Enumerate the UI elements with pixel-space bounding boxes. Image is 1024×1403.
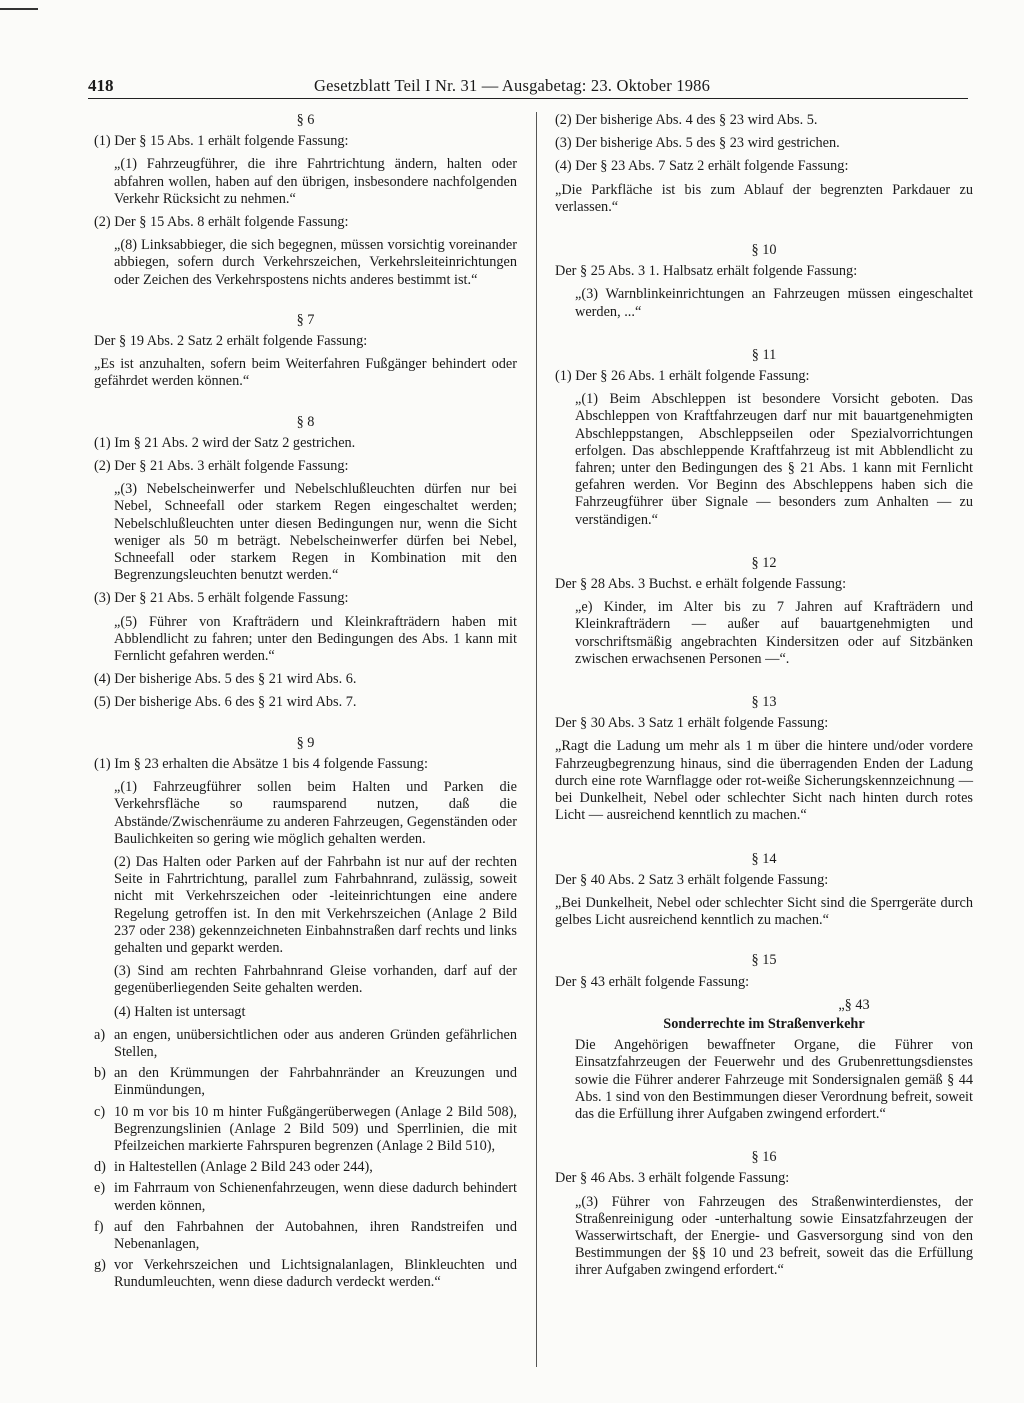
- page-number: 418: [88, 76, 114, 95]
- paragraph: Der § 43 erhält folgende Fassung:: [555, 973, 750, 990]
- section-title: § 7: [296, 311, 315, 328]
- paragraph: (2) Der § 21 Abs. 3 erhält folgende Fassung:: [94, 458, 349, 475]
- left-column: [94, 112, 517, 1296]
- paragraph: Der § 40 Abs. 2 Satz 3 erhält folgende Fassung:: [555, 871, 829, 888]
- list-item: e) im Fahrraum von Schienenfahrzeugen, wenn diese dadurch behindert werden können,: [94, 1180, 517, 1214]
- section-title: § 12: [751, 554, 777, 571]
- paragraph: (3) Der § 21 Abs. 5 erhält folgende Fassung:: [94, 590, 349, 607]
- paragraph: Der § 46 Abs. 3 erhält folgende Fassung:: [555, 1170, 790, 1187]
- quote: „Ragt die Ladung um mehr als 1 m über die hintere und/oder vordere Fahrzeugbegrenzung hinaus, sind die überragenden Enden der Ladung durch eine rote Warnflagge oder rot-weiße Sicherungskennzeichnung — bei Dunkelheit, Nebel oder schlechter Sicht nach hinten durch rotes Licht — ausreichend kenntlich zu machen.“: [555, 738, 973, 824]
- right-column: [555, 112, 973, 1286]
- paragraph: (2) Der bisherige Abs. 4 des § 23 wird Abs. 5.: [555, 112, 818, 128]
- quote: „(3) Warnblinkeinrichtungen an Fahrzeugen müssen eingeschaltet werden, ...“: [575, 286, 973, 320]
- paragraph: (4) Der § 23 Abs. 7 Satz 2 erhält folgende Fassung:: [555, 158, 849, 175]
- subsection-heading: Sonderrechte im Straßenverkehr: [663, 1015, 865, 1032]
- paragraph: (4) Der bisherige Abs. 5 des § 21 wird Abs. 6.: [94, 671, 357, 688]
- quote: „(3) Führer von Fahrzeugen des Straßenwinterdienstes, der Straßenreinigung oder -unterhaltung sowie Einsatzfahrzeugen der Wasserwirtschaft, der Energie- und Gasversorgung sind von den Bestimmungen der §§ 10 und 23 befreit, soweit das die Erfüllung ihrer Aufgaben zwingend erfordert.“: [575, 1193, 973, 1279]
- quote: „(1) Fahrzeugführer, die ihre Fahrtrichtung ändern, halten oder abfahren wollen, haben auf den übrigen, insbesondere nachfolgenden Verkehr Rücksicht zu nehmen.“: [114, 156, 517, 207]
- quote: „(8) Linksabbieger, die sich begegnen, müssen vorsichtig voreinander abbiegen, sofern durch Verkehrszeichen, Verkehrsleiteinrichtungen oder Zeichen des Verkehrspostens nichts anderes bestimmt ist.“: [114, 237, 517, 288]
- section-title: § 11: [751, 346, 777, 363]
- paragraph: (1) Im § 21 Abs. 2 wird der Satz 2 gestrichen.: [94, 434, 356, 451]
- list-item: d) in Haltestellen (Anlage 2 Bild 243 oder 244),: [94, 1159, 373, 1176]
- list-item: c) 10 m vor bis 10 m hinter Fußgängerüberwegen (Anlage 2 Bild 508), Begrenzungslinien (Anlage 2 Bild 509) und Sperrlinien, die mit Pfeilzeichen markierte Fahrspuren begrenzen (Anlage 2 Bild 510),: [94, 1103, 517, 1154]
- paragraph: Der § 19 Abs. 2 Satz 2 erhält folgende Fassung:: [94, 333, 368, 350]
- paragraph: (5) Der bisherige Abs. 6 des § 21 wird Abs. 7.: [94, 694, 357, 711]
- paragraph: (2) Der § 15 Abs. 8 erhält folgende Fassung:: [94, 214, 349, 231]
- section-title: § 13: [751, 694, 777, 711]
- paragraph: Der § 30 Abs. 3 Satz 1 erhält folgende Fassung:: [555, 715, 829, 732]
- quote: (2) Das Halten oder Parken auf der Fahrbahn ist nur auf der rechten Seite in Fahrtrichtung, parallel zum Fahrbahnrand, zulässig, soweit nicht mit Verkehrszeichen oder -leiteinrichtungen eine andere Regelung getroffen ist. In den mit Verkehrszeichen (Anlage 2 Bild 237 oder 238) gekennzeichneten Einbahnstraßen darf rechts und links gehalten und geparkt werden.: [114, 853, 517, 956]
- quote: (3) Sind am rechten Fahrbahnrand Gleise vorhanden, darf auf der gegenüberliegenden Seite gehalten werden.: [114, 963, 517, 997]
- paragraph: Der § 28 Abs. 3 Buchst. e erhält folgende Fassung:: [555, 576, 847, 593]
- section-title: § 6: [296, 112, 315, 128]
- quote: „e) Kinder, im Alter bis zu 7 Jahren auf Krafträdern und Kleinkrafträdern — außer auf bauartgenehmigten und vorschriftsmäßig angebrachten Kindersitzen oder auf Sitzbänken zwischen erwachsenen Personen —“.: [575, 599, 973, 667]
- section-title: § 9: [296, 734, 315, 751]
- quote: „(5) Führer von Krafträdern und Kleinkrafträdern haben mit Abblendlicht zu fahren; unter den Bedingungen des Abs. 1 kann mit Fernlicht gefahren werden.“: [114, 613, 517, 665]
- paragraph: (1) Der § 26 Abs. 1 erhält folgende Fassung:: [555, 368, 810, 385]
- page-header: [88, 74, 968, 99]
- quote: (4) Halten ist untersagt: [114, 1003, 246, 1020]
- section-title: § 15: [751, 952, 777, 969]
- quote: „(3) Nebelscheinwerfer und Nebelschlußleuchten dürfen nur bei Nebel, Schneefall oder starkem Regen eingeschaltet werden; Nebelschlußleuchten unter diesen Bedingungen nur, wenn die Sicht weniger als 50 m beträgt. Nebelscheinwerfer dürfen bei Nebel, Schneefall oder starkem Regen in Kombination mit den Begrenzungsleuchten benutzt werden.“: [114, 481, 517, 584]
- paragraph: (1) Der § 15 Abs. 1 erhält folgende Fassung:: [94, 133, 349, 150]
- list-item: b) an den Krümmungen der Fahrbahnränder an Kreuzungen und Einmündungen,: [94, 1065, 517, 1099]
- quote: „Die Parkfläche ist bis zum Ablauf der begrenzten Parkdauer zu verlassen.“: [555, 181, 973, 215]
- quote: „Bei Dunkelheit, Nebel oder schlechter Sicht sind die Sperrgeräte durch gelbes Licht ausreichend kenntlich zu machen.“: [555, 894, 973, 929]
- quote: Die Angehörigen bewaffneter Organe, die Führer von Einsatzfahrzeugen der Feuerwehr und des Grubenrettungsdienstes sowie die Führer anderer Fahrzeuge mit Sondersignalen gemäß § 44 Abs. 1 sind von den Bestimmungen dieser Verordnung befreit, soweit das die Erfüllung ihrer Aufgaben zwingend erfordert.“: [575, 1037, 974, 1122]
- subsection-number: „§ 43: [838, 996, 870, 1013]
- paragraph: Der § 25 Abs. 3 1. Halbsatz erhält folgende Fassung:: [555, 263, 858, 280]
- section-title: § 14: [751, 850, 777, 867]
- quote: „Es ist anzuhalten, sofern beim Weiterfahren Fußgänger behindert oder gefährdet werden können.“: [94, 356, 517, 390]
- list-item: g) vor Verkehrszeichen und Lichtsignalanlagen, Blinkleuchten und Rundumleuchten, wenn diese dadurch verdeckt werden.“: [94, 1257, 517, 1291]
- list-item: a) an engen, unübersichtlichen oder aus anderen Gründen gefährlichen Stellen,: [94, 1026, 517, 1060]
- paragraph: (3) Der bisherige Abs. 5 des § 23 wird gestrichen.: [555, 135, 840, 152]
- column-divider: [536, 112, 537, 1367]
- section-title: § 16: [751, 1149, 777, 1166]
- quote: „(1) Beim Abschleppen ist besondere Vorsicht geboten. Das Abschleppen von Kraftfahrzeugen darf nur mit bauartgenehmigten Abschleppstangen, Abschleppseilen oder Spezialvorrichtungen erfolgen. Das abschleppende Kraftfahrzeug ist mit Abblendlicht zu fahren; unter den Bedingungen des § 21 Abs. 1 kann mit Fernlicht gefahren werden. Vor Beginn des Abschleppens haben sich die Fahrzeugführer über Signale — besonders zum Anhalten — zu verständigen.“: [575, 391, 973, 528]
- paragraph: (1) Im § 23 erhalten die Absätze 1 bis 4 folgende Fassung:: [94, 755, 428, 772]
- corner-mark: [0, 8, 38, 10]
- header-title: Gesetzblatt Teil I Nr. 31 — Ausgabetag: 23. Oktober 1986: [314, 76, 711, 95]
- list-item: f) auf den Fahrbahnen der Autobahnen, ihren Randstreifen und Nebenanlagen,: [94, 1218, 517, 1252]
- quote: „(1) Fahrzeugführer sollen beim Halten und Parken die Verkehrsfläche so raumsparend nutzen, daß die Abstände/Zwischenräume zu anderen Fahrzeugen, Gegenständen oder Baulichkeiten so gering wie möglich gehalten werden.: [114, 779, 517, 847]
- section-title: § 10: [751, 242, 777, 259]
- section-title: § 8: [296, 413, 315, 430]
